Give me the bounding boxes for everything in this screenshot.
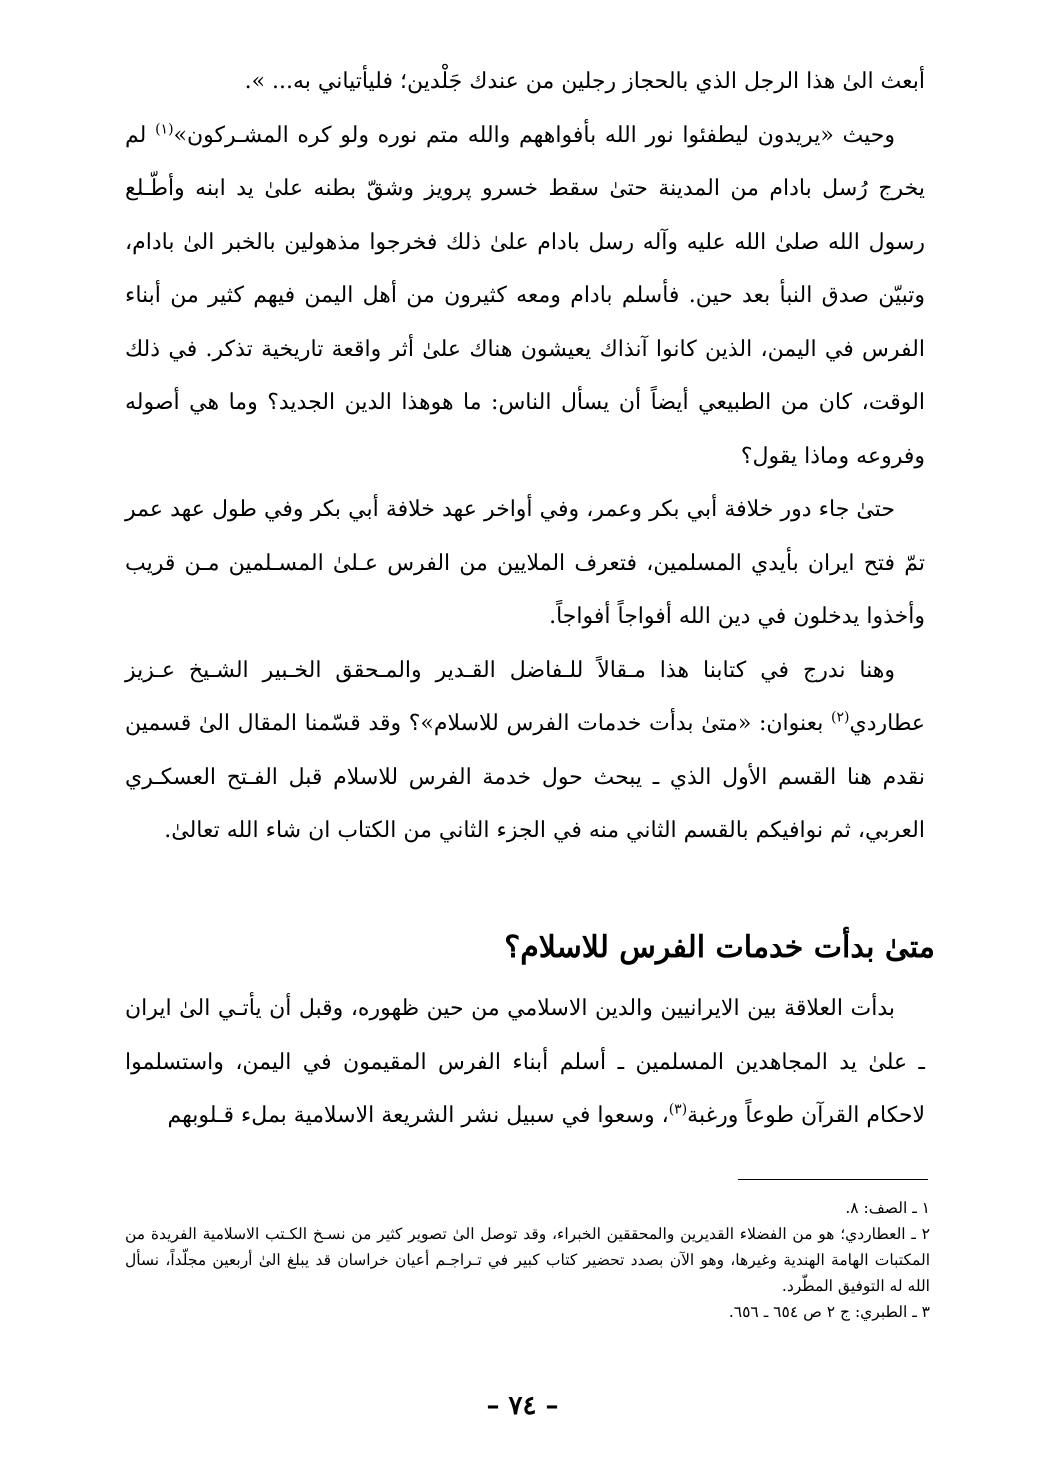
footnote-2: ٢ ـ العطاردي؛ هو من الفضلاء القديرين والمحققين الخبراء، وقد توصل الىٰ تصوير كثير من نسـخ الكـتب الاسلامية الفريدة من المكتبات الهامة الهندية وغيرها، وهو الآن بصدد تحضير كتاب كبير في تـراجـم أعيان خراسان قد يبلغ الىٰ أربعين مجلّداً، نسأل الله له التوفيق المطّرد. <box>125 1225 930 1295</box>
paragraph-text: وحيث «يريدون ليطفئوا نور الله بأفواههم والله متم نوره ولو كره المشـركون» <box>173 122 895 148</box>
paragraph-text: لم يخرج رُسل بادام من المدينة حتىٰ سقط خسرو پرويز وشقّ بطنه علىٰ يد ابنه وأطّـلع رسول الله صلىٰ الله عليه وآله رسل بادام علىٰ ذلك فخرجوا مذهولين بالخبر الىٰ بادام، وتبيّن صدق النبأ بعد حين. فأسلم بادام ومعه كثيرون من أهل اليمن فيهم كثير من أبناء الفرس في اليمن، الذين كانوا آنذاك يعيشون هناك علىٰ أثر واقعة تاريخية تذكر. في ذلك الوقت، كان من الطبيعي أيضاً أن يسأل الناس: ما هوهذا الدين الجديد؟ وما هي أصوله وفروعه وماذا يقول؟ <box>125 122 925 469</box>
paragraph-text: وهنا ندرج في كتابنا هذا مـقالاً للـفاضل القـدير والمـحقق الخـبير الشـيخ عـزيز عطاردي <box>125 657 925 736</box>
paragraph-text: ، وسعوا في سبيل نشر الشريعة الاسلامية بملء قـلوبهم <box>167 1103 669 1128</box>
paragraph <box>125 644 925 858</box>
footnote-1: ١ ـ الصف: ٨. <box>845 1199 930 1217</box>
paragraph-text: بدأت العلاقة بين الايرانيين والدين الاسلامي من حين ظهوره، وقبل أن يأتـي الىٰ ايران ـ علىٰ يد المجاهدين المسلمين ـ أسلم أبناء الفرس المقيمون في اليمن، واستسلموا لاحكام القرآن طوعاً ورغبة <box>125 996 925 1128</box>
body-text-top <box>125 55 925 858</box>
paragraph: أبعث الىٰ هذا الرجل الذي بالحجاز رجلين من عندك جَلْدين؛ فليأتياني به... ». <box>244 69 925 94</box>
paragraph <box>125 109 925 484</box>
body-text-bottom <box>125 982 925 1143</box>
page-number: – ٧٤ – <box>486 1391 559 1421</box>
section-heading: متىٰ بدأت خدمات الفرس للاسلام؟ <box>504 930 935 965</box>
footnote-3: ٣ ـ الطبري: ج ٢ ص ٦٥٤ ـ ٦٥٦. <box>728 1303 930 1321</box>
footnote-reference: (٢) <box>831 709 850 726</box>
paragraph <box>125 982 925 1143</box>
footnote-reference: (٣) <box>668 1101 688 1118</box>
footnotes <box>125 1195 930 1325</box>
footnote-reference: (١) <box>155 121 174 138</box>
paragraph: حتىٰ جاء دور خلافة أبي بكر وعمر، وفي أواخر عهد خلافة أبي بكر وفي طول عهد عمر تمّ فتح ايران بأيدي المسلمين، فتعرف الملايين من الفرس عـلىٰ المسـلمين مـن قريب وأخذوا يدخلون في دين الله أفواجاً أفواجاً. <box>125 497 925 629</box>
footnote-divider <box>738 1179 928 1180</box>
paragraph-text: بعنوان: «متىٰ بدأت خدمات الفرس للاسلام»؟ وقد قسّمنا المقال الىٰ قسمين نقدم هنا القسم الأول الذي ـ يبحث حول خدمة الفرس للاسلام قبل الفـتح العسكـري العربي، ثم نوافيكم بالقسم الثاني منه في الجزء الثاني من الكتاب ان شاء الله تعالىٰ. <box>125 711 925 843</box>
